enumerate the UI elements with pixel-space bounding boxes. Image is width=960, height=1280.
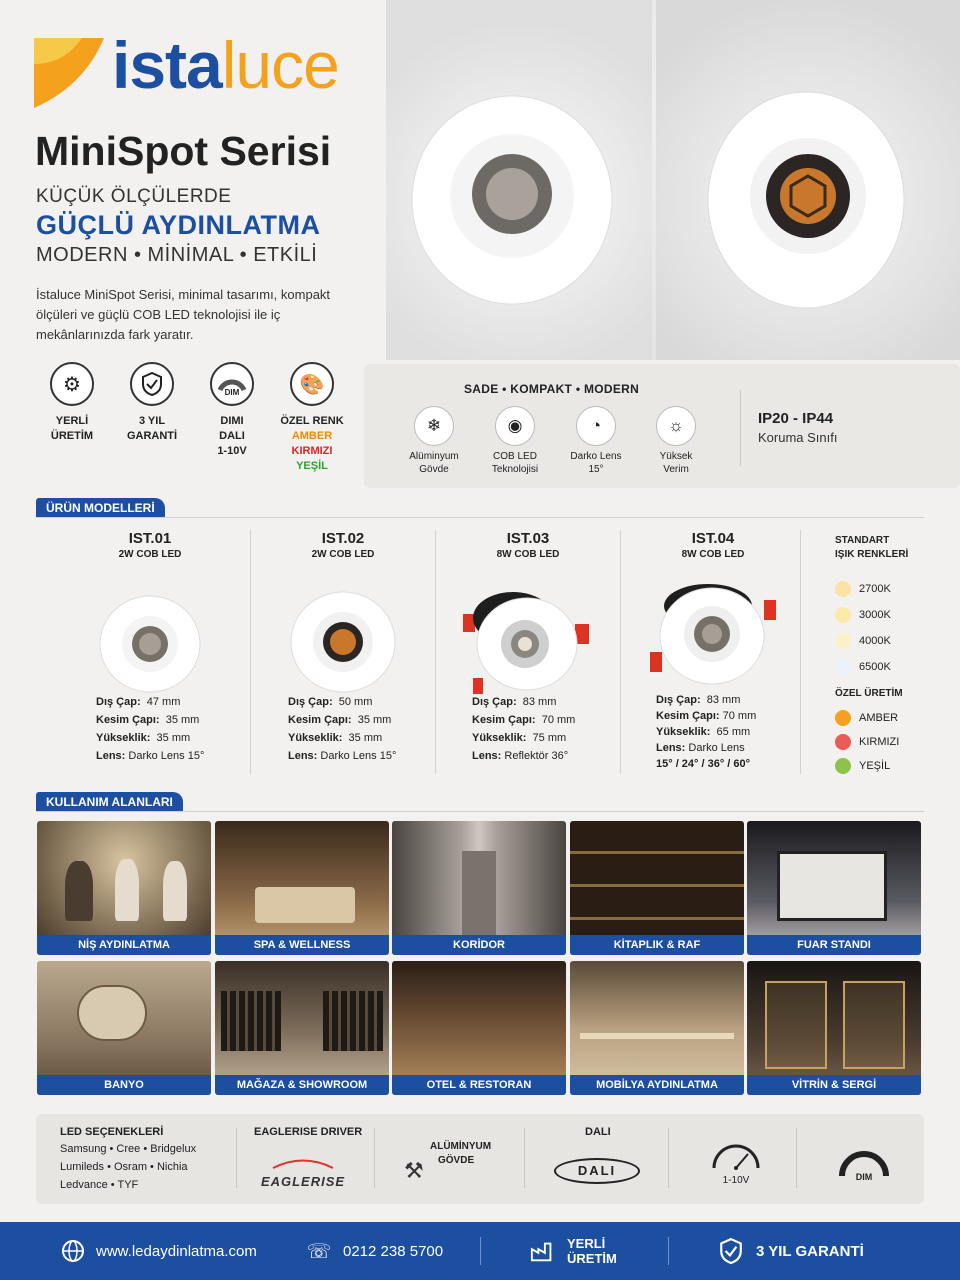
model-name: IST.04 [691,530,735,547]
spec-value: 83 mm [706,694,741,706]
page-title: MiniSpot Serisi [35,128,332,174]
badge-label: ÜRETİM [50,430,94,442]
divider [524,1128,525,1188]
badge-label: ÖZEL RENK [280,415,344,427]
feature-label: Gövde [419,464,449,475]
divider [668,1128,669,1188]
clothes-rack [221,991,281,1051]
spec-value: 70 mm [541,714,576,726]
usage-tile-bathroom [37,961,211,1095]
spec-label: Lens: [656,742,686,754]
badge-label: YERLİ [55,415,89,427]
ip-rating: IP20 - IP44 [758,410,834,427]
standard-colors-list [835,576,925,680]
model-power: 8W COB LED [496,549,560,560]
color-swatch [835,710,851,726]
spec-label: Dış Çap: [96,696,141,708]
spec-label: Lens: [472,750,502,762]
usage-caption: KORİDOR [392,935,566,955]
spec-value: 65 mm [716,726,751,738]
showcase-box [843,981,905,1069]
divider [236,1128,237,1188]
shelf-shape [580,1033,734,1039]
feature-label: Verim [663,464,689,475]
color-label: 6500K [859,661,891,673]
usage-caption: KİTAPLIK & RAF [570,935,744,955]
footer-bar [0,1222,960,1280]
factory-icon [530,1238,556,1264]
heatsink-icon: ⚒ [404,1158,424,1183]
badge-label: 1-10V [217,445,247,457]
badge-label: 3 YIL [138,415,166,427]
footer-label: ÜRETİM [567,1251,617,1266]
spec-label: Dış Çap: [288,696,333,708]
section-divider [36,811,924,812]
color-swatch [835,659,851,675]
spec-value: 83 mm [522,696,557,708]
subtitle-line-1: KÜÇÜK ÖLÇÜLERDE [36,186,232,207]
usage-tile-spa [215,821,389,955]
model-image [283,580,403,700]
badge-label: GARANTİ [126,430,178,442]
spec-value: 35 mm [357,714,392,726]
usage-tile-hotel [392,961,566,1095]
showcase-box [765,981,827,1069]
snowflake-heatsink-icon: ❄ [414,406,454,446]
color-swatch [835,734,851,750]
model-ist04-specs [656,692,756,772]
model-image [648,574,778,694]
model-ist03 [438,530,618,698]
model-name: IST.03 [506,530,550,547]
model-image [463,578,593,698]
model-ist03-specs [472,693,575,765]
special-colors-title: ÖZEL ÜRETİM [835,688,903,699]
section-divider [36,517,924,518]
color-item [835,602,925,628]
led-options-text: Lumileds • Osram • Nichia [60,1161,188,1173]
tech-strip [36,1114,924,1204]
driver-title: EAGLERISE DRIVER [254,1126,363,1138]
model-power: 8W COB LED [681,549,745,560]
ip-label: Koruma Sınıfı [758,430,838,445]
feature-title: SADE • KOMPAKT • MODERN [464,382,640,396]
corridor-end [462,851,496,935]
usage-caption: OTEL & RESTORAN [392,1075,566,1095]
footer-label: YERLİ [567,1236,606,1251]
palette-icon: 🎨 [290,362,334,406]
spec-value: 35 mm [348,732,383,744]
local-production [567,1236,617,1266]
spec-label: Dış Çap: [656,694,701,706]
color-item [835,730,925,754]
section-models-title: ÜRÜN MODELLERİ [36,498,165,518]
usage-tile-bookshelf [570,821,744,955]
led-options-title: LED SEÇENEKLERİ [60,1126,164,1138]
divider [480,1237,481,1265]
dim-label: 1-10V [722,1175,750,1186]
divider [374,1128,375,1188]
color-item [835,654,925,680]
section-usage-title: KULLANIM ALANLARI [36,792,183,812]
hero-photo-right [656,0,960,360]
dim-1-10v [710,1140,762,1186]
color-swatch [835,633,851,649]
feature-label: Yüksek [659,451,693,462]
phone-link[interactable]: 0212 238 5700 [343,1243,444,1260]
usage-tile-corridor [392,821,566,955]
feature-cob [475,406,555,476]
spec-label: Yükseklik: [472,732,527,744]
usage-tile-furniture [570,961,744,1095]
dim-icon: DIM [210,362,254,406]
body-label: GÖVDE [438,1155,475,1166]
model-ist04 [623,530,803,694]
badge-green: YEŞİL [296,460,328,472]
spec-value: 47 mm [146,696,181,708]
stand-shape [777,851,887,921]
dali-logo: DALI [554,1158,640,1184]
usage-tile-store [215,961,389,1095]
divider [796,1128,797,1188]
usage-caption: SPA & WELLNESS [215,935,389,955]
spec-label: Dış Çap: [472,696,517,708]
gauge-icon: ◔ [576,406,616,446]
usage-tile-niche [37,821,211,955]
aluminium-body [430,1140,491,1168]
statue-shape [163,861,187,921]
hero-photo-left [386,0,652,360]
model-name: IST.02 [321,530,365,547]
divider [250,530,251,774]
gauge-icon [710,1140,762,1170]
hero-product-photo [386,0,960,360]
color-swatch [835,758,851,774]
badge-dimming [202,362,262,459]
spec-value: 70 mm [722,710,757,722]
usage-caption: MOBİLYA AYDINLATMA [570,1075,744,1095]
dim-logo: DIM [836,1142,892,1184]
feature-label: Teknolojisi [491,464,539,475]
spec-label: Kesim Çapı: [288,714,352,726]
model-name: IST.01 [128,530,172,547]
light-colors-panel [835,534,908,562]
feature-aluminium [394,406,474,476]
subtitle-line-3: MODERN • MİNİMAL • ETKİLİ [36,244,318,266]
model-power: 2W COB LED [118,549,182,560]
feature-box [364,364,960,488]
badge-label: DIMI [220,415,244,427]
divider [668,1237,669,1265]
color-item [835,754,925,778]
color-item [835,706,925,730]
spec-label: Yükseklik: [656,726,711,738]
usage-caption: NİŞ AYDINLATMA [37,935,211,955]
shield-check-icon [718,1238,744,1264]
globe-icon [60,1238,86,1264]
badge-label: DALI [219,430,245,442]
spec-label: Yükseklik: [288,732,343,744]
feature-label: Darko Lens [570,451,622,462]
spec-label: Kesim Çapı: [656,710,720,722]
usage-caption: MAĞAZA & SHOWROOM [215,1075,389,1095]
color-label: 3000K [859,609,891,621]
color-swatch [835,581,851,597]
color-item [835,576,925,602]
mirror-shape [77,985,147,1041]
sun-icon: ☼ [656,406,696,446]
model-ist02-specs [288,693,396,765]
spec-label: Yükseklik: [96,732,151,744]
model-ist02 [253,530,433,700]
color-swatch [835,607,851,623]
color-label: KIRMIZI [859,736,900,748]
color-item [835,628,925,654]
spec-label: Kesim Çapı: [472,714,536,726]
divider [435,530,436,774]
spec-value: Darko Lens 15° [320,750,397,762]
spec-value: 75 mm [532,732,567,744]
subtitle-line-2: GÜÇLÜ AYDINLATMA [36,210,321,240]
color-label: 2700K [859,583,891,595]
model-image [90,580,210,700]
spec-label: Kesim Çapı: [96,714,160,726]
usage-caption: VİTRİN & SERGİ [747,1075,921,1095]
spec-value: 15° / 24° / 36° / 60° [656,758,751,770]
bed-shape [255,887,355,923]
warranty-text: 3 YIL GARANTİ [756,1243,864,1260]
model-ist01 [60,530,240,700]
spec-value: Darko Lens [688,742,745,754]
divider [620,530,621,774]
usage-tile-fair-stand [747,821,921,955]
spec-value: 35 mm [165,714,200,726]
dali-title: DALI [585,1126,611,1138]
badge-amber: AMBER [291,430,333,442]
led-options-text: Ledvance • TYF [60,1179,139,1191]
divider [740,390,741,466]
color-label: AMBER [859,712,899,724]
badge-red: KIRMIZI [291,445,333,457]
feature-lens [556,406,636,476]
logo-sun-mark [34,34,110,108]
badge-local-production [42,362,102,444]
colors-title: IŞIK RENKLERİ [835,549,909,560]
badge-warranty [122,362,182,444]
spec-label: Lens: [288,750,318,762]
color-label: 4000K [859,635,891,647]
led-options [60,1126,196,1194]
model-power: 2W COB LED [311,549,375,560]
phone-icon: ☏ [306,1240,332,1263]
statue-shape [115,859,139,921]
spec-value: Darko Lens 15° [128,750,205,762]
eaglerise-logo: EAGLERISE [258,1156,348,1189]
clothes-rack [323,991,383,1051]
feature-label: COB LED [493,451,537,462]
model-ist01-specs [96,693,204,765]
statue-shape [65,861,93,921]
led-options-text: Samsung • Cree • Bridgelux [60,1143,197,1155]
intro-text: İstaluce MiniSpot Serisi, minimal tasarımı, kompakt ölçüleri ve güçlü COB LED teknolojisi ile iç mekânlarınızda fark yaratır. [36,287,331,342]
feature-label: 15° [588,464,604,475]
colors-title: STANDART [835,535,890,546]
spec-value: 35 mm [156,732,191,744]
cob-led-icon: ◉ [495,406,535,446]
website-link[interactable]: www.ledaydinlatma.com [96,1243,257,1260]
gear-icon: ⚙ [50,362,94,406]
feature-efficiency [636,406,716,476]
usage-caption: BANYO [37,1075,211,1095]
body-label: ALÜMİNYUM [430,1141,492,1152]
special-colors-list [835,706,925,778]
brand-logo: istaluce [112,28,339,102]
usage-tile-showcase [747,961,921,1095]
spec-value: Reflektör 36° [504,750,569,762]
spec-value: 50 mm [338,696,373,708]
badge-special-color [276,362,348,474]
spec-label: Lens: [96,750,126,762]
feature-label: Alüminyum [409,451,459,462]
usage-caption: FUAR STANDI [747,935,921,955]
shield-check-icon [130,362,174,406]
color-label: YEŞİL [859,760,891,772]
